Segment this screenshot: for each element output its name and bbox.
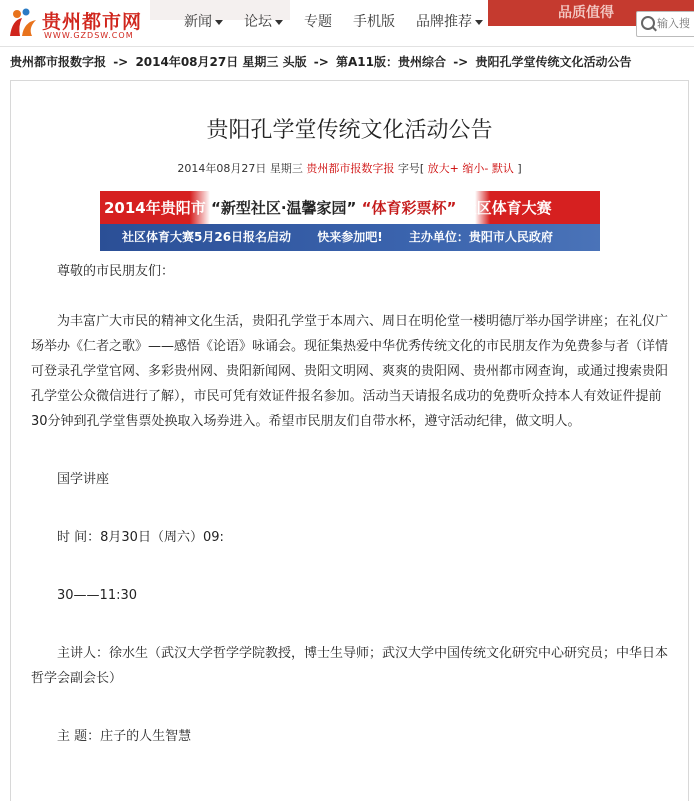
breadcrumb-item-date[interactable]: 2014年08月27日 星期三 头版 (135, 55, 307, 69)
ad-headline (104, 197, 552, 218)
breadcrumb-separator: -> (113, 55, 129, 69)
nav-brands-label: 品牌推荐 (416, 14, 472, 30)
ad-line2-b: 快来参加吧! (317, 230, 383, 244)
article-date: 2014年08月27日 星期三 (177, 162, 303, 175)
main-nav (184, 12, 504, 32)
font-size-label: 字号[ (397, 162, 425, 175)
nav-mobile-label: 手机版 (353, 14, 395, 30)
article-meta (11, 160, 688, 176)
chevron-down-icon (275, 20, 283, 25)
search-box[interactable] (636, 11, 694, 37)
article-paragraph: 尊敬的市民朋友们： (57, 264, 175, 279)
ad-line1-d: 社区体育大赛 (461, 199, 552, 217)
ad-bottom-bar (100, 224, 600, 251)
breadcrumb-item-paper[interactable]: 贵州都市报数字报 (10, 55, 107, 69)
article-source[interactable]: 贵州都市报数字报 (306, 162, 395, 175)
chevron-down-icon (475, 20, 483, 25)
article-body (31, 259, 668, 749)
search-icon[interactable] (641, 16, 655, 30)
breadcrumb (10, 53, 631, 70)
article-paragraph: 时 间：8月30日（周六）09: (57, 530, 224, 545)
search-input[interactable] (657, 14, 694, 32)
ad-line2-c: 主办单位：贵阳市人民政府 (408, 230, 553, 244)
article-paragraph: 主讲人：徐水生（武汉大学哲学学院教授，博士生导师；武汉大学中国传统文化研究中心研究员；中华日本哲学会副会长） (31, 646, 669, 686)
font-size-bracket: ] (517, 162, 522, 175)
breadcrumb-item-article[interactable]: 贵阳孔学堂传统文化活动公告 (475, 55, 632, 69)
nav-mobile[interactable] (353, 12, 395, 32)
logo-text: 贵州都市网 (42, 11, 143, 33)
ad-line1-b: “新型社区·温馨家园” (210, 199, 357, 217)
article-paragraph: 主 题：庄子的人生智慧 (57, 729, 192, 744)
article-paragraph: 为丰富广大市民的精神文化生活，贵阳孔学堂于本周六、周日在明伦堂一楼明德厅举办国学讲座；在礼仪广场举办《仁者之歌》——感悟《论语》咏诵会。现征集热爱中华优秀传统文化的市民朋友作为免费参与者（详情可登录孔学堂官网、多彩贵州网、贵阳新闻网、贵阳文明网、爽爽的贵阳网、贵州都市网查询，或通过搜索贵阳孔学堂公众微信进行了解），市民可凭有效证件报名参加。活动当天请报名成功的免费听众持本人有效证件提前30分钟到孔学堂售票处换取入场券进入。希望市民朋友们自带水杯，遵守活动纪律，做文明人。 (31, 314, 669, 429)
article-paragraph: 30——11:30 (57, 588, 138, 603)
banner-ad-text: 品质值得 (558, 5, 614, 21)
nav-news-label: 新闻 (184, 14, 212, 30)
article-container (10, 80, 689, 801)
ad-line1-c: “体育彩票杯” (361, 199, 457, 217)
top-header (0, 0, 694, 47)
nav-topics-label: 专题 (304, 14, 332, 30)
font-size-controls[interactable]: 放大+ 缩小- 默认 (427, 162, 514, 175)
nav-brands[interactable] (416, 12, 483, 32)
article-paragraph: 国学讲座 (57, 472, 110, 487)
logo-mark-icon (6, 6, 40, 40)
ad-line2-a: 社区体育大赛5月26日报名启动 (122, 230, 292, 244)
sports-event-ad[interactable] (100, 191, 600, 251)
chevron-down-icon (215, 20, 223, 25)
breadcrumb-separator: -> (453, 55, 469, 69)
ad-line1-a: 2014年贵阳市 (104, 199, 206, 217)
nav-news[interactable] (184, 12, 223, 32)
breadcrumb-separator: -> (313, 55, 329, 69)
nav-forum[interactable] (244, 12, 283, 32)
article-title: 贵阳孔学堂传统文化活动公告 (206, 118, 493, 143)
logo-subtitle: WWW.GZDSW.COM (44, 31, 134, 40)
nav-topics[interactable] (304, 12, 332, 32)
site-logo[interactable] (6, 4, 156, 42)
breadcrumb-item-section[interactable]: 第A11版：贵州综合 (336, 55, 447, 69)
nav-forum-label: 论坛 (244, 14, 272, 30)
